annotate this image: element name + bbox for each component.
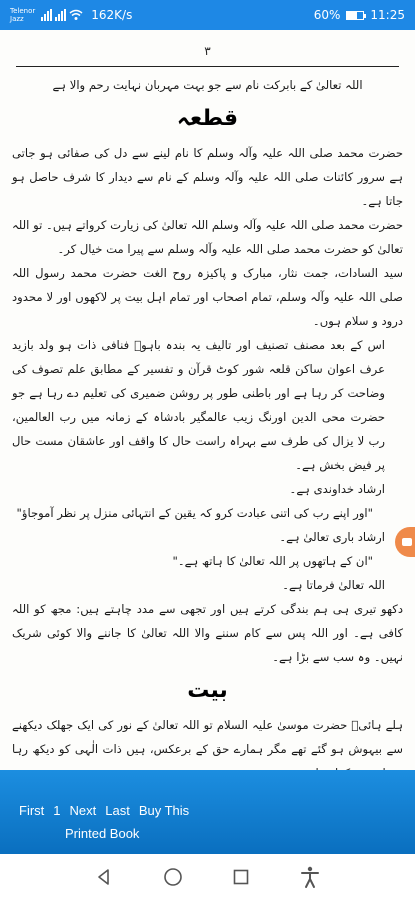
status-bar bbox=[0, 0, 415, 30]
home-icon[interactable] bbox=[163, 867, 183, 887]
heading-qata: قطعہ bbox=[176, 106, 239, 131]
buy-this-link[interactable]: Buy This bbox=[138, 803, 190, 818]
paragraph-3: سید السادات، جمت نثار، مبارک و پاکیزہ روح الغت حضرت محمد رسول اللہ صلی اللہ علیہ وآلہ وسلم، تمام اصحاب اور تمام اہل بیت پر لاکھوں اور لا محدود درود و سلام ہوں۔ bbox=[12, 266, 403, 328]
label-2: ارشاد باری تعالیٰ ہے۔ bbox=[279, 530, 385, 544]
book-page[interactable] bbox=[0, 30, 415, 770]
quote-3: دکھو تیری ہی ہم بندگی کرتے ہیں اور تجھی سے مدد چاہتے ہیں: مجھ کو اللہ کافی ہے۔ اور اللہ پس سے کام سننے والا اللہ تعالیٰ کا جاننے والا کوئی شریک نہیں۔ وہ سب سے بڑا ہے۔ bbox=[12, 602, 403, 664]
current-page: 1 bbox=[53, 803, 61, 818]
next-page-link[interactable]: Next bbox=[69, 803, 97, 818]
carrier-top: Telenor bbox=[10, 7, 36, 15]
wifi-icon bbox=[69, 9, 83, 21]
system-navigation-bar bbox=[0, 854, 415, 900]
carrier-bottom: Jazz bbox=[10, 15, 24, 23]
back-icon[interactable] bbox=[95, 868, 113, 886]
battery-percent: 60% bbox=[313, 8, 341, 22]
carrier-names bbox=[10, 7, 35, 23]
page-number: ۳ bbox=[204, 44, 211, 58]
network-speed: 162K/s bbox=[91, 8, 133, 22]
quote-1: "اور اپنے رب کی اتنی عبادت کرو کہ یقین کے انتہائی منزل پر نظر آموجاؤ" bbox=[16, 506, 373, 520]
first-page-link[interactable]: First bbox=[19, 803, 45, 818]
signal-icon-2 bbox=[55, 9, 66, 21]
last-page-link[interactable]: Last bbox=[105, 803, 130, 818]
clock: 11:25 bbox=[370, 8, 405, 22]
battery-icon bbox=[346, 11, 364, 20]
header-rule bbox=[16, 66, 399, 67]
printed-book-link[interactable]: Printed Book bbox=[65, 826, 140, 841]
book-navigation bbox=[0, 770, 415, 854]
quote-2: "ان کے ہاتھوں پر اللہ تعالیٰ کا ہاتھ ہے۔" bbox=[172, 554, 373, 568]
paragraph-4: اس کے بعد مصنف تصنیف اور تالیف یہ بندہ باہوؒ فنافی ذات ہو ولد بازید عرف اعوان ساکن قلعہ شور کوٹ قرآن و تفسیر کے مطابق علم تصوف کی وضاحت کر رہا ہے اور باطنی طور پر روشن ضمیری کی تعلیم دے رہا ہے جو حضرت محی الدین اورنگ زیب عالمگیر بادشاہ کے زمانہ میں رب العالمین، رب لا یزال کی طرف سے بہراہ راست حال کا واقف اور عاشقان مست حال پر فیض بخش ہے۔ bbox=[12, 338, 385, 472]
label-3: اللہ تعالیٰ فرماتا ہے۔ bbox=[282, 578, 385, 592]
video-icon bbox=[402, 538, 412, 546]
signal-icon bbox=[41, 9, 52, 21]
paragraph-1: حضرت محمد صلی اللہ علیہ وآلہ وسلم کا نام لینے سے دل کی صفائی ہو جاتی ہے سرور کائنات صلی اللہ علیہ وآلہ وسلم کے نام سے دیدار کا شرف حاصل ہو جاتا ہے۔ bbox=[12, 146, 403, 208]
heading-bait: بیت bbox=[187, 678, 228, 703]
label-1: ارشاد خداوندی ہے۔ bbox=[289, 482, 385, 496]
paragraph-2: حضرت محمد صلی اللہ علیہ وآلہ وسلم اللہ تعالیٰ کی زیارت کرواتے ہیں۔ تو اللہ تعالیٰ کو حضرت محمد صلی اللہ علیہ وآلہ وسلم سے پیرا مت خیال کر۔ bbox=[12, 218, 403, 256]
recents-icon[interactable] bbox=[232, 868, 250, 886]
accessibility-icon[interactable] bbox=[300, 866, 320, 888]
paragraph-5: ہلے ہائیؒ حضرت موسیٰ علیہ السلام تو اللہ تعالیٰ کے نور کی ایک جھلک دیکھنے سے بیہوش ہو گئے تھے مگر ہمارے حق کے برعکس، ہیں ذات الٰہی کو دیکھ رہا bbox=[12, 718, 403, 756]
bismillah: اللہ تعالیٰ کے بابرکت نام سے جو بہت مہربان نہایت رحم والا ہے bbox=[52, 78, 363, 92]
